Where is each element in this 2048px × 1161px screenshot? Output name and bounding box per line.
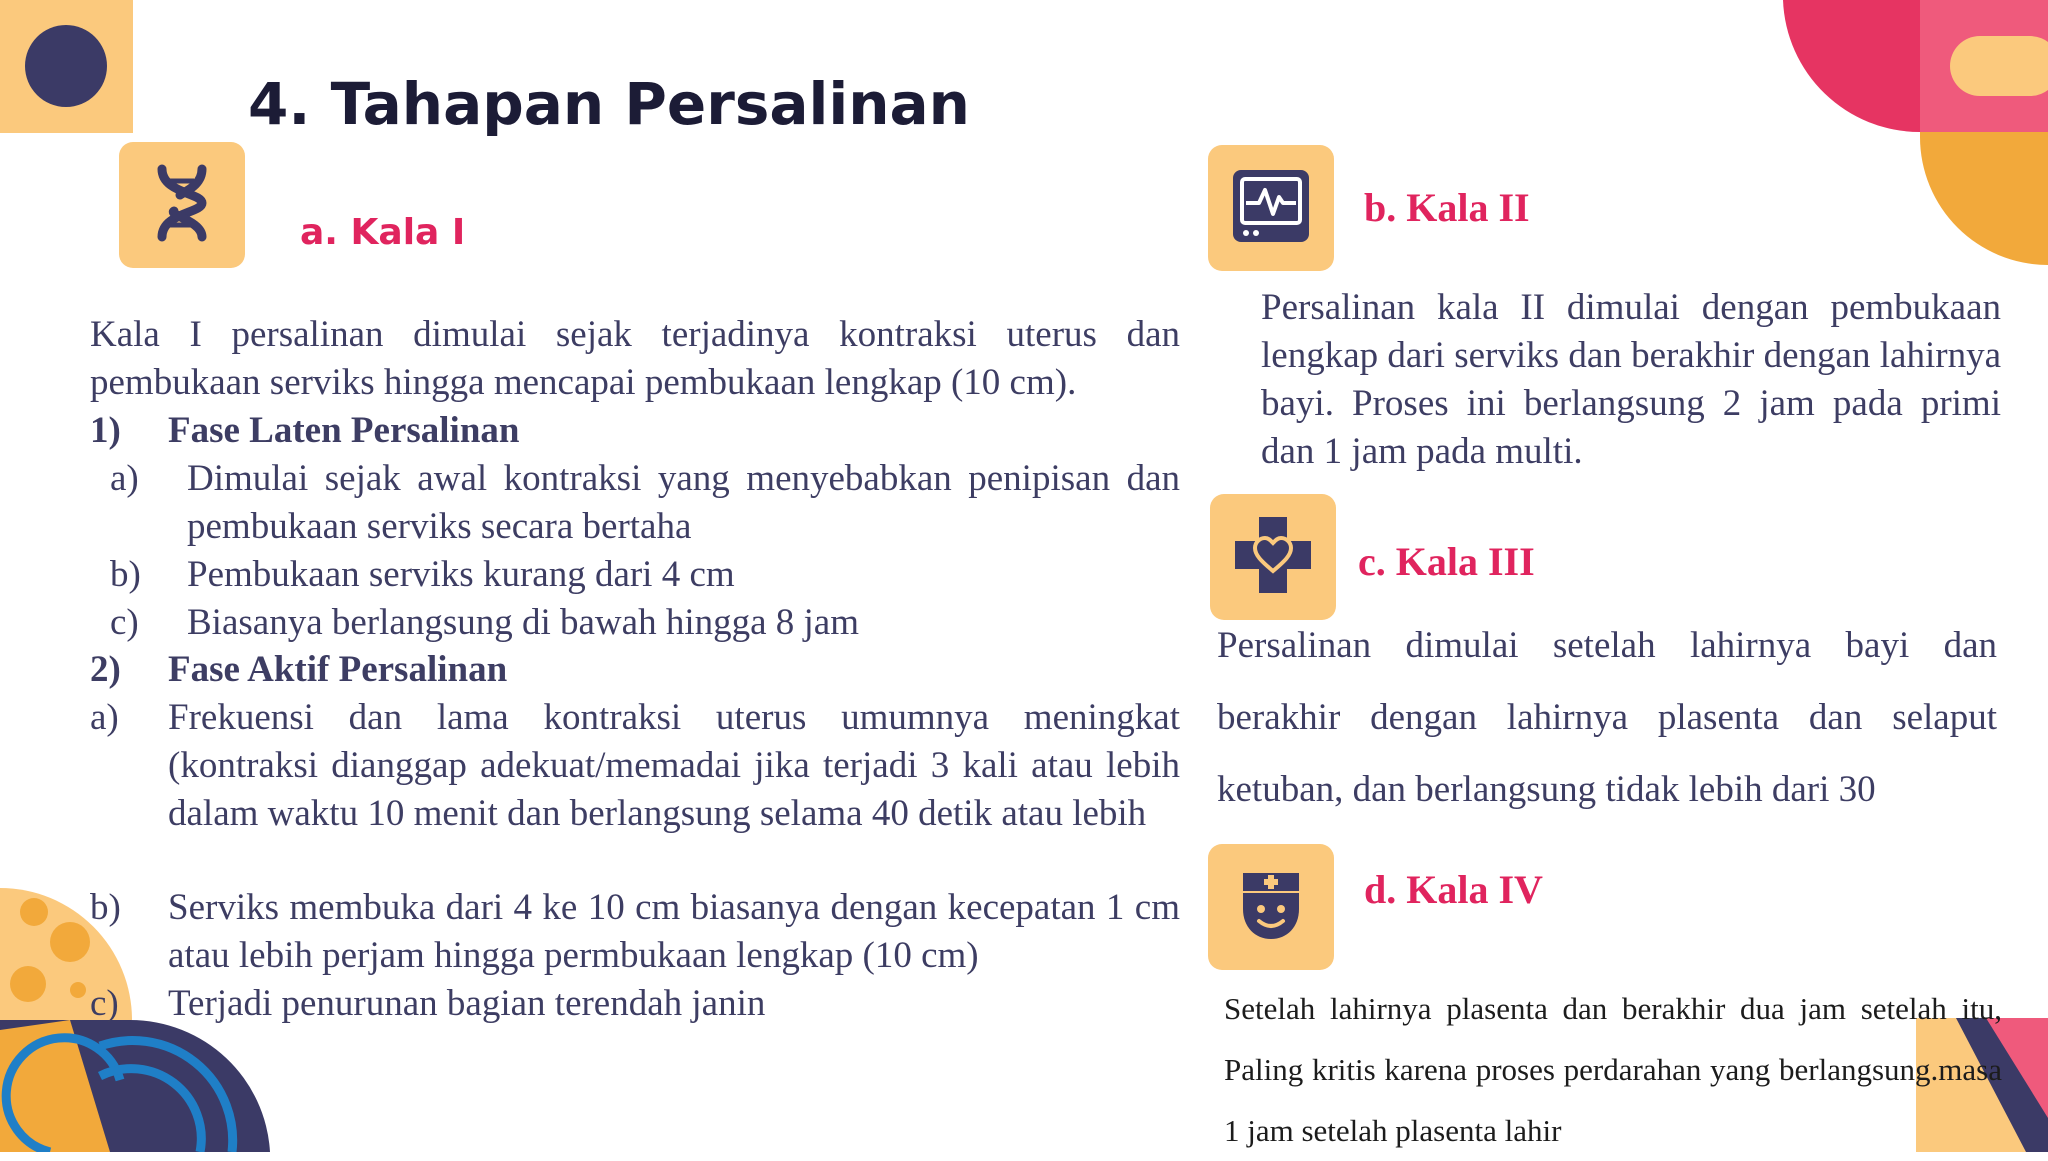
top-right-decoration [1700, 0, 2048, 270]
nurse-icon [1231, 865, 1311, 950]
list-text: Dimulai sejak awal kontraksi yang menyebabkan penipisan dan pembukaan serviks secara bertaha [187, 458, 1180, 547]
list-text: Terjadi penurunan bagian terendah janin [168, 983, 766, 1024]
slide-title: 4. Tahapan Persalinan [248, 70, 970, 138]
phase2-header [90, 646, 1180, 694]
kala3-text: Persalinan dimulai setelah lahirnya bayi dan berakhir dengan lahirnya plasenta dan selaput ketuban, dan berlangsung tidak lebih dari 30 [1217, 625, 1997, 810]
list-item [90, 884, 1180, 980]
list-marker: a) [110, 458, 139, 499]
kala4-heading: d. Kala IV [1364, 867, 1543, 912]
list-item [90, 599, 1180, 647]
list-marker: c) [110, 602, 139, 643]
phase1-title: Fase Laten Persalinan [168, 410, 520, 451]
kala1-icon-box [119, 142, 245, 268]
kala2-icon-box [1208, 145, 1334, 271]
phase2-title: Fase Aktif Persalinan [168, 649, 508, 690]
list-marker: b) [90, 887, 121, 928]
list-marker: b) [110, 554, 141, 595]
medical-cross-heart-icon [1231, 513, 1315, 602]
kala3-heading: c. Kala III [1358, 539, 1535, 584]
list-marker: c) [90, 983, 119, 1024]
phase1-number: 1) [90, 410, 121, 451]
list-text: Biasanya berlangsung di bawah hingga 8 jam [187, 602, 859, 643]
kala1-intro: Kala I persalinan dimulai sejak terjadinya kontraksi uterus dan pembukaan serviks hingga mencapai pembukaan lengkap (10 cm). [90, 314, 1180, 403]
kala1-heading: a. Kala I [300, 212, 466, 253]
top-left-decoration [0, 0, 133, 133]
list-text: Pembukaan serviks kurang dari 4 cm [187, 554, 735, 595]
kala4-icon-box [1208, 844, 1334, 970]
list-marker: a) [90, 697, 119, 738]
navy-dot [25, 25, 107, 107]
list-text: Frekuensi dan lama kontraksi uterus umumnya meningkat (kontraksi dianggap adekuat/memadai jika terjadi 3 kali atau lebih dalam waktu 10 menit dan berlangsung selama 40 detik atau lebih [168, 697, 1180, 834]
list-item [90, 980, 1180, 1028]
kala2-text: Persalinan kala II dimulai dengan pembukaan lengkap dari serviks dan berakhir dengan lahirnya bayi. Proses ini berlangsung 2 jam pada primi dan 1 jam pada multi. [1261, 287, 2001, 472]
phase1-header [90, 407, 1180, 455]
list-item [90, 455, 1180, 551]
list-item [90, 551, 1180, 599]
kala3-icon-box [1210, 494, 1336, 620]
dna-icon [152, 163, 212, 248]
kala2-heading: b. Kala II [1364, 185, 1530, 230]
heart-monitor-icon [1229, 166, 1313, 251]
phase2-number: 2) [90, 649, 121, 690]
list-item [90, 694, 1180, 886]
list-text: Serviks membuka dari 4 ke 10 cm biasanya dengan kecepatan 1 cm atau lebih perjam hingga permbukaan lengkap (10 cm) [168, 887, 1180, 976]
kala4-text: Setelah lahirnya plasenta dan berakhir dua jam setelah itu, Paling kritis karena proses perdarahan yang berlangsung.masa 1 jam setelah plasenta lahir [1224, 991, 2002, 1148]
